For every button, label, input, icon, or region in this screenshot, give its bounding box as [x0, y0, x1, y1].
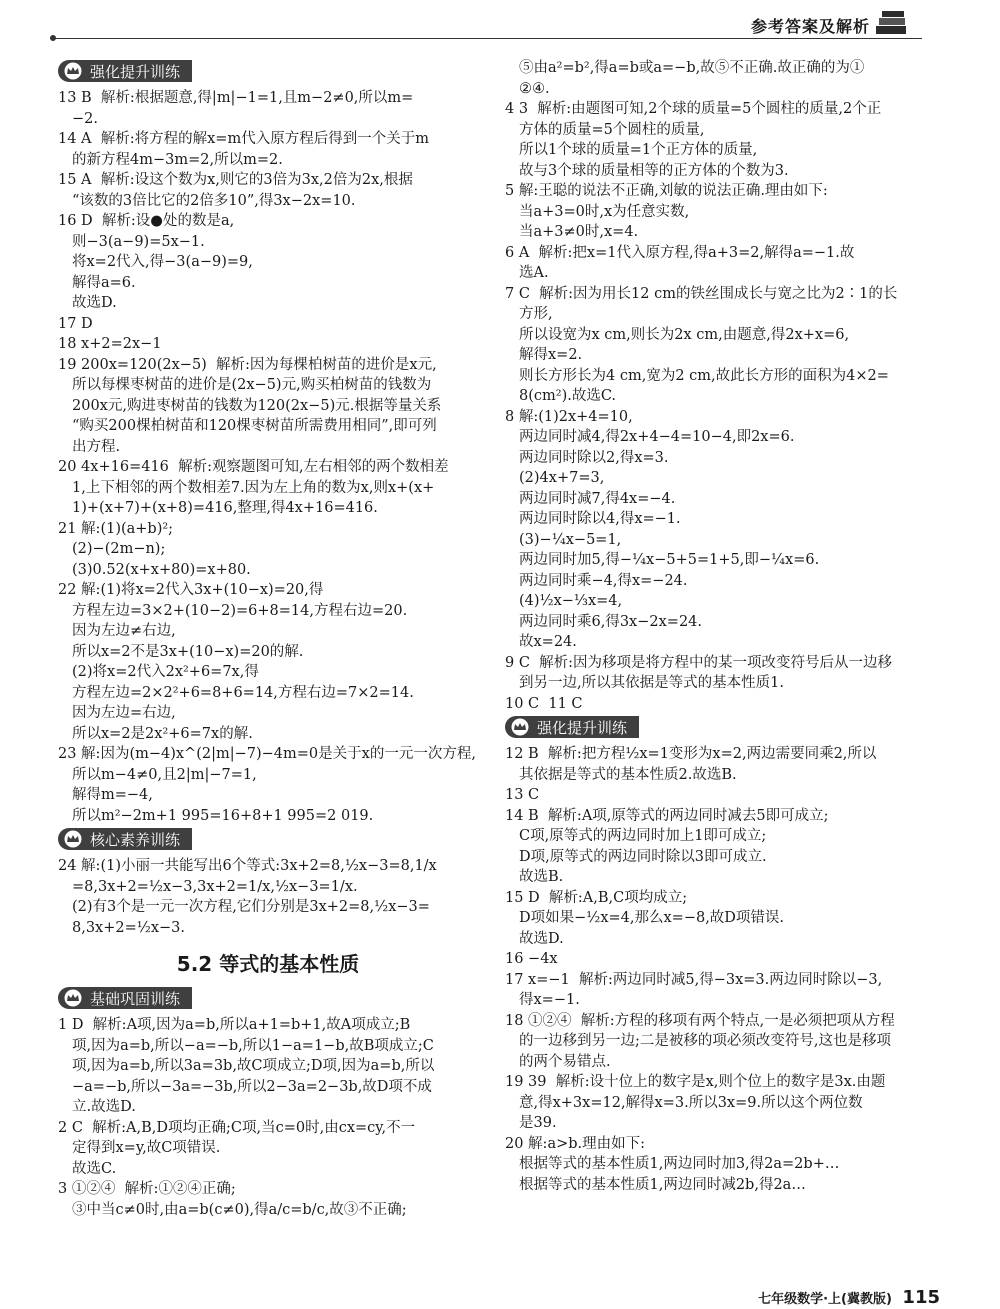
answer-line: 6 A 解析:把x=1代入原方程,得a+3=2,解得a=−1.故: [505, 244, 855, 261]
answer-line: 两边同时乘−4,得x=−24.: [519, 572, 688, 589]
page-header: [0, 0, 1000, 48]
answer-line: 方形,: [519, 306, 553, 322]
answer-line: 21 解:(1)(a+b)²;: [58, 520, 174, 537]
answer-line: 18 x+2=2x−1: [58, 336, 162, 352]
answer-line: D项,原等式的两边同时除以3即可成立.: [519, 848, 767, 865]
answer-line: 23 解:因为(m−4)x^(2|m|−7)−4m=0是关于x的一元一次方程,: [58, 746, 476, 762]
answer-line: 17 D: [58, 315, 93, 332]
answer-line: 意,得x+3x=12,解得x=3.所以3x=9.所以这个两位数: [519, 1094, 863, 1111]
answer-line: −2.: [72, 110, 98, 127]
answer-line: 1 D 解析:A项,因为a=b,所以a+1=b+1,故A项成立;B: [58, 1017, 411, 1033]
answer-line: 1)+(x+7)+(x+8)=416,整理,得4x+16=416.: [72, 500, 378, 516]
answer-line: 因为左边≠右边,: [72, 623, 176, 639]
answer-line: 故x=24.: [519, 634, 577, 650]
answer-line: 两边同时加5,得−¼x−5+5=1+5,即−¼x=6.: [519, 552, 820, 568]
answer-block: [505, 58, 937, 714]
answer-line: 17 x=−1 解析:两边同时减5,得−3x=3.两边同时除以−3,: [505, 971, 883, 988]
page-number: 115: [902, 1287, 940, 1308]
answer-line: 20 4x+16=416 解析:观察题图可知,左右相邻的两个数相差: [58, 459, 449, 475]
answer-line: 解得a=6.: [72, 274, 136, 291]
answer-line: =8,3x+2=½x−3,3x+2=1/x,½x−3=1/x.: [72, 878, 358, 895]
crown-icon: [62, 62, 84, 80]
answer-line: 3 ①②④ 解析:①②④正确;: [58, 1181, 236, 1197]
answer-line: 14 B 解析:A项,原等式的两边同时减去5即可成立;: [505, 807, 829, 824]
answer-line: “该数的3倍比它的2倍多10”,得3x−2x=10.: [72, 192, 356, 209]
left-column: [58, 58, 478, 1220]
banner-label: 基础巩固训练: [90, 989, 181, 1008]
answer-line: (4)½x−⅓x=4,: [519, 593, 623, 609]
answer-block: [58, 856, 478, 938]
answer-line: 当a+3≠0时,x=4.: [519, 224, 639, 240]
answer-line: 13 B 解析:根据题意,得|m|−1=1,且m−2≠0,所以m=: [58, 90, 414, 106]
answer-line: 两边同时除以4,得x=−1.: [519, 511, 681, 527]
answer-line: (3)0.52(x+x+80)=x+80.: [72, 561, 251, 578]
answer-line: 19 39 解析:设十位上的数字是x,则个位上的数字是3x.由题: [505, 1074, 886, 1090]
answer-line: 22 解:(1)将x=2代入3x+(10−x)=20,得: [58, 582, 324, 598]
answer-line: 是39.: [519, 1115, 557, 1131]
crown-icon: [62, 989, 84, 1007]
answer-line: 所以m²−2m+1 995=16+8+1 995=2 019.: [72, 807, 374, 824]
answer-line: 2 C 解析:A,B,D项均正确;C项,当c=0时,由cx=cy,不一: [58, 1119, 416, 1136]
answer-line: 14 A 解析:将方程的解x=m代入原方程后得到一个关于m: [58, 131, 429, 147]
answer-line: (3)−¼x−5=1,: [519, 531, 622, 548]
answer-line: 故选B.: [519, 869, 564, 885]
answer-line: 13 C: [505, 787, 540, 803]
answer-line: −a=−b,所以−3a=−3b,所以2−3a=2−3b,故D项不成: [72, 1078, 432, 1095]
answer-line: 8,3x+2=½x−3.: [72, 919, 185, 936]
answer-line: 16 −4x: [505, 951, 558, 967]
answer-line: 当a+3=0时,x为任意实数,: [519, 203, 690, 220]
answer-line: 两边同时减4,得2x+4−4=10−4,即2x=6.: [519, 429, 795, 445]
answer-line: 24 解:(1)小丽一共能写出6个等式:3x+2=8,½x−3=8,1/x: [58, 858, 437, 874]
right-column: [505, 58, 937, 1195]
answer-line: 则长方形长为4 cm,宽为2 cm,故此长方形的面积为4×2=: [519, 367, 889, 384]
answer-line: 4 3 解析:由题图可知,2个球的质量=5个圆柱的质量,2个正: [505, 101, 882, 117]
answer-line: 方程左边=3×2+(10−2)=6+8=14,方程右边=20.: [72, 602, 408, 619]
answer-line: (2)有3个是一元一次方程,它们分别是3x+2=8,½x−3=: [72, 899, 430, 915]
answer-line: 故选D.: [519, 930, 564, 947]
answer-line: 的新方程4m−3m=2,所以m=2.: [72, 151, 283, 168]
answer-line: 到另一边,所以其依据是等式的基本性质1.: [519, 675, 784, 691]
answer-line: 其依据是等式的基本性质2.故选B.: [519, 766, 737, 783]
page-footer: [758, 1287, 940, 1308]
answer-line: 两边同时除以2,得x=3.: [519, 449, 669, 466]
answer-line: 出方程.: [72, 438, 121, 455]
answer-line: 立.故选D.: [72, 1099, 136, 1115]
answer-line: 将x=2代入,得−3(a−9)=9,: [72, 254, 253, 270]
answer-block: [505, 744, 937, 1195]
answer-line: 解得m=−4,: [72, 787, 153, 803]
section-banner: [58, 987, 192, 1009]
answer-line: 项,因为a=b,所以3a=3b,故C项成立;D项,因为a=b,所以: [72, 1058, 435, 1074]
answer-line: 12 B 解析:把方程½x=1变形为x=2,两边需要同乘2,所以: [505, 746, 877, 762]
answer-line: 的一边移到另一边;二是被移的项必须改变符号,这也是移项: [519, 1033, 891, 1049]
answer-line: 方程左边=2×2²+6=8+6=14,方程右边=7×2=14.: [72, 684, 414, 701]
answer-line: 的两个易错点.: [519, 1053, 611, 1070]
answer-line: D项如果−½x=4,那么x=−8,故D项错误.: [519, 910, 785, 926]
answer-line: ③中当c≠0时,由a=b(c≠0),得a/c=b/c,故③不正确;: [72, 1201, 407, 1218]
answer-line: 1,上下相邻的两个数相差7.因为左上角的数为x,则x+(x+: [72, 479, 435, 496]
books-icon: [874, 8, 910, 38]
footer-text: 七年级数学·上(冀教版): [758, 1292, 892, 1307]
crown-icon: [509, 718, 531, 736]
answer-line: 两边同时乘6,得3x−2x=24.: [519, 613, 702, 630]
answer-line: (2)将x=2代入2x²+6=7x,得: [72, 664, 259, 680]
section-banner: [58, 828, 192, 850]
answer-line: 得x=−1.: [519, 992, 580, 1008]
answer-line: 解得x=2.: [519, 347, 583, 363]
answer-line: 故选C.: [72, 1160, 117, 1177]
answer-line: 10 C 11 C: [505, 695, 583, 712]
answer-block: [58, 1015, 478, 1220]
header-rule: [52, 38, 922, 39]
answer-line: 所以m−4≠0,且2|m|−7=1,: [72, 766, 257, 783]
answer-line: 故与3个球的质量相等的正方体的个数为3.: [519, 162, 789, 179]
answer-line: 200x元,购进枣树苗的钱数为120(2x−5)元.根据等量关系: [72, 397, 442, 414]
answer-line: ⑤由a²=b²,得a=b或a=−b,故⑤不正确.故正确的为①: [519, 60, 865, 76]
answer-line: (2)−(2m−n);: [72, 541, 166, 557]
section-banner: [58, 60, 192, 82]
answer-line: 项,因为a=b,所以−a=−b,所以1−a=1−b,故B项成立;C: [72, 1037, 434, 1054]
answer-line: 定得到x=y,故C项错误.: [72, 1140, 221, 1156]
answer-line: 19 200x=120(2x−5) 解析:因为每棵柏树苗的进价是x元,: [58, 356, 437, 373]
answer-line: 所以x=2是2x²+6=7x的解.: [72, 725, 253, 742]
crown-icon: [62, 830, 84, 848]
answer-line: ②④.: [519, 80, 550, 97]
answer-line: 7 C 解析:因为用长12 cm的铁丝围成长与宽之比为2∶1的长: [505, 285, 898, 302]
answer-line: (2)4x+7=3,: [519, 470, 605, 486]
answer-line: 两边同时减7,得4x=−4.: [519, 490, 676, 507]
answer-line: 根据等式的基本性质1,两边同时加3,得2a=2b+…: [519, 1156, 840, 1172]
answer-line: 根据等式的基本性质1,两边同时减2b,得2a…: [519, 1176, 806, 1193]
answer-line: 8 解:(1)2x+4=10,: [505, 408, 633, 425]
answer-line: 16 D 解析:设●处的数是a,: [58, 213, 235, 229]
banner-label: 强化提升训练: [537, 718, 628, 737]
answer-line: 选A.: [519, 265, 549, 281]
answer-line: 所以x=2不是3x+(10−x)=20的解.: [72, 643, 304, 660]
banner-label: 强化提升训练: [90, 62, 181, 81]
answer-line: 15 A 解析:设这个数为x,则它的3倍为3x,2倍为2x,根据: [58, 172, 413, 188]
answer-line: 所以每棵枣树苗的进价是(2x−5)元,购买柏树苗的钱数为: [72, 377, 432, 393]
answer-line: 故选D.: [72, 295, 117, 311]
answer-line: C项,原等式的两边同时加上1即可成立;: [519, 828, 767, 844]
banner-label: 核心素养训练: [90, 830, 181, 849]
answer-line: 所以设宽为x cm,则长为2x cm,由题意,得2x+x=6,: [519, 326, 850, 343]
answer-block: [58, 88, 478, 826]
answer-line: 9 C 解析:因为移项是将方程中的某一项改变符号后从一边移: [505, 654, 893, 671]
header-title: 参考答案及解析: [750, 17, 870, 36]
answer-line: 因为左边=右边,: [72, 705, 176, 721]
answer-line: 则−3(a−9)=5x−1.: [72, 233, 205, 250]
answer-line: 8(cm²).故选C.: [519, 388, 617, 404]
answer-line: 所以1个球的质量=1个正方体的质量,: [519, 142, 758, 158]
answer-line: 18 ①②④ 解析:方程的移项有两个特点,一是必须把项从方程: [505, 1012, 895, 1029]
section-title: 5.2 等式的基本性质: [176, 952, 360, 976]
section-banner: [505, 716, 639, 738]
answer-line: 5 解:王聪的说法不正确,刘敏的说法正确.理由如下:: [505, 183, 828, 199]
answer-line: 20 解:a>b.理由如下:: [505, 1135, 646, 1152]
answer-line: 15 D 解析:A,B,C项均成立;: [505, 889, 688, 906]
answer-line: 方体的质量=5个圆柱的质量,: [519, 121, 705, 138]
answer-line: “购买200棵柏树苗和120棵枣树苗所需费用相同”,即可列: [72, 418, 437, 434]
